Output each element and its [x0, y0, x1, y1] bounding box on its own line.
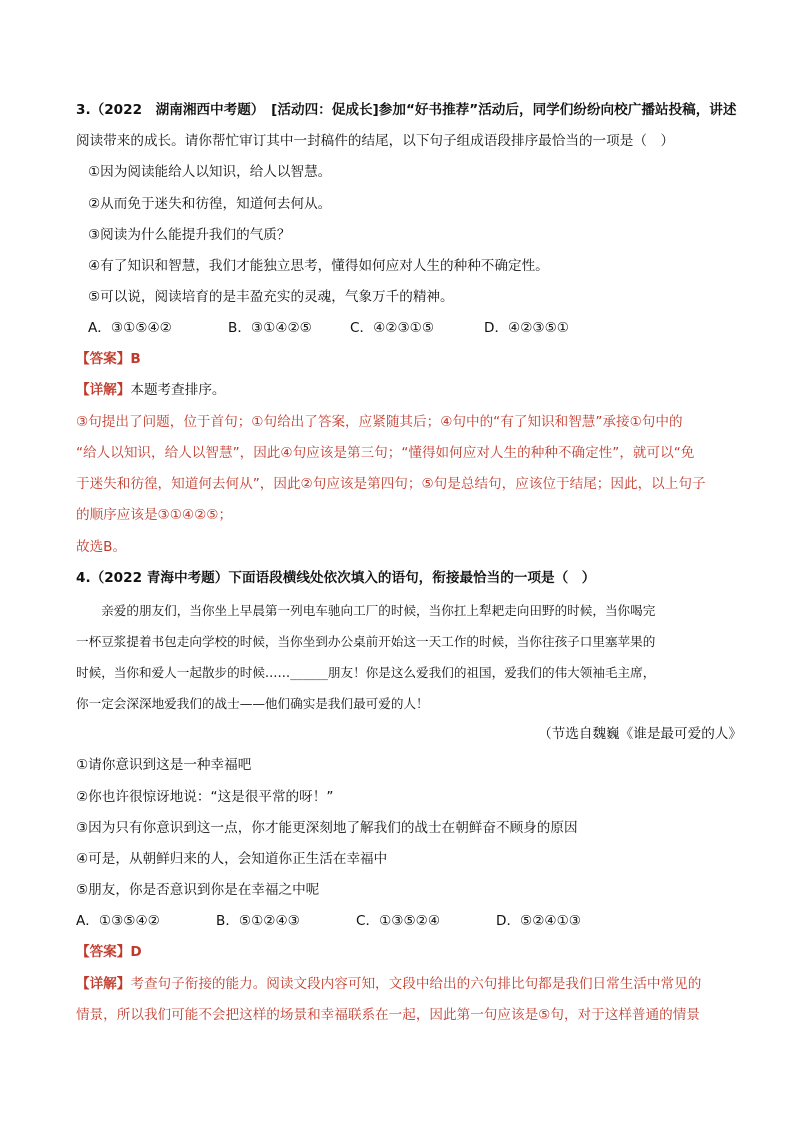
q3-option-c: C．④②③①⑤: [350, 320, 435, 336]
q3-sentence-2: ②从而免于迷失和彷徨，知道何去何从。: [88, 196, 332, 212]
q3-detail-line-4: 的顺序应该是③①④②⑤；: [76, 507, 233, 523]
q3-detail-intro-text: 本题考查排序。: [130, 382, 226, 398]
q4-option-c: C．①③⑤②④: [356, 913, 441, 929]
q3-option-a: A．③①⑤④②: [88, 320, 172, 336]
q4-detail-line-2: 情景，所以我们可能不会把这样的场景和幸福联系在一起，因此第一句应该是⑤句，对于这样普通的情景: [76, 1007, 700, 1023]
q4-options: [76, 911, 581, 931]
q4-source: （节选自魏巍《谁是最可爱的人》: [538, 726, 742, 742]
q3-sentence-1: ①因为阅读能给人以知识，给人以智慧。: [88, 164, 332, 180]
q3-sentence-5: ⑤可以说，阅读培育的是丰盈充实的灵魂，气象万千的精神。: [88, 289, 454, 305]
q3-stem-line-2: 阅读带来的成长。请你帮忙审订其中一封稿件的结尾，以下句子组成语段排序最恰当的一项是（ ）: [76, 133, 675, 149]
q3-stem-line-1: 3.（2022 湖南湘西中考题） [活动四：促成长]参加“好书推荐”活动后，同学们纷纷向校广播站投稿，讲述: [76, 102, 737, 118]
q4-passage-line-2: 一杯豆浆提着书包走向学校的时候，当你坐到办公桌前开始这一天工作的时候，当你往孩子口里塞苹果的: [76, 634, 656, 649]
q3-answer-value: B: [130, 351, 141, 367]
q3-detail-line-1: ③句提出了问题，位于首句；①句给出了答案，应紧随其后；④句中的“有了知识和智慧”承接①句中的: [76, 414, 683, 430]
q4-option-d: D．⑤②④①③: [496, 913, 581, 929]
q3-detail-intro: [76, 380, 226, 400]
q3-conclusion: 故选B。: [76, 539, 127, 555]
q3-option-b: B．③①④②⑤: [228, 320, 312, 336]
q3-detail-label: 【详解】: [76, 382, 131, 398]
q3-options: [88, 318, 569, 338]
q3-sentence-4: ④有了知识和智慧，我们才能独立思考，懂得如何应对人生的种种不确定性。: [88, 258, 549, 274]
q4-passage-line-4: 你一定会深深地爱我们的战士——他们确实是我们最可爱的人！: [76, 696, 429, 711]
q4-sentence-2: ②你也许很惊讶地说：“这是很平常的呀！”: [76, 789, 334, 805]
q4-answer-value: D: [130, 944, 142, 960]
q4-sentence-3: ③因为只有你意识到这一点，你才能更深刻地了解我们的战士在朝鲜奋不顾身的原因: [76, 820, 578, 836]
q3-option-d: D．④②③⑤①: [484, 320, 569, 336]
q4-passage-line-1: 亲爱的朋友们，当你坐上早晨第一列电车驰向工厂的时候，当你扛上犁耙走向田野的时候，当你喝完: [76, 603, 656, 618]
q4-passage-line-3: 时候，当你和爱人一起散步的时候……______朋友！你是这么爱我们的祖国，爱我们的伟大领袖毛主席，: [76, 665, 656, 680]
q3-answer: [76, 349, 141, 369]
q3-answer-label: 【答案】: [76, 351, 131, 367]
q4-detail-line-1: [76, 974, 701, 994]
q4-sentence-4: ④可是，从朝鲜归来的人，会知道你正生活在幸福中: [76, 851, 388, 867]
q3-sentence-3: ③阅读为什么能提升我们的气质？: [88, 227, 291, 243]
q3-detail-line-3: 于迷失和彷徨，知道何去何从”，因此②句应该是第四句；⑤句是总结句，应该位于结尾；因此，以上句子: [76, 476, 706, 492]
q4-option-b: B．⑤①②④③: [216, 913, 300, 929]
q4-answer-label: 【答案】: [76, 944, 131, 960]
q4-stem: 4.（2022 青海中考题）下面语段横线处依次填入的语句，衔接最恰当的一项是（ ）: [76, 570, 596, 586]
q4-answer: [76, 942, 142, 962]
q3-detail-line-2: “给人以知识，给人以智慧”，因此④句应该是第三句；“懂得如何应对人生的种种不确定性”，就可以“免: [76, 445, 695, 461]
q4-option-a: A．①③⑤④②: [76, 913, 160, 929]
q4-detail-label: 【详解】: [76, 976, 131, 992]
q4-sentence-1: ①请你意识到这是一种幸福吧: [76, 757, 252, 773]
q4-sentence-5: ⑤朋友，你是否意识到你是在幸福之中呢: [76, 882, 320, 898]
q4-detail-text-1: 考查句子衔接的能力。阅读文段内容可知，文段中给出的六句排比句都是我们日常生活中常见的: [130, 976, 702, 992]
